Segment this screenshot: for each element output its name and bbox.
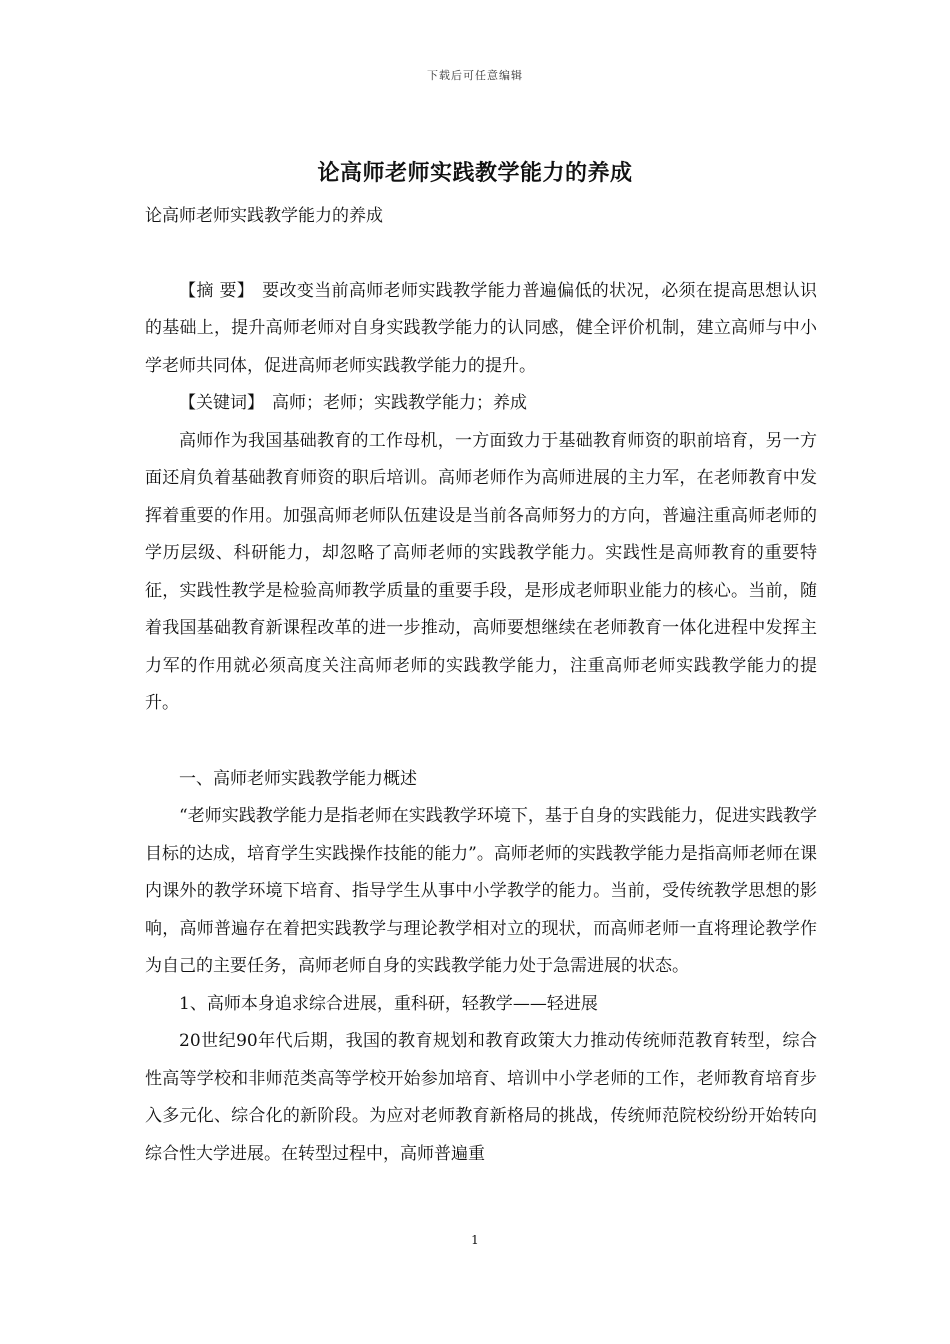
document-subtitle: 论高师老师实践教学能力的养成: [145, 206, 383, 226]
blank-line: [145, 236, 817, 273]
subsection-paragraph: 20世纪90年代后期，我国的教育规划和教育政策大力推动传统师范教育转型，综合性高等学校和非师范类高等学校开始参加培育、培训中小学老师的工作，老师教育培育步入多元化、综合化的新阶段。为应对老师教育新格局的挑战，传统师范院校纷纷开始转向综合性大学进展。在转型过程中，高师普遍重: [145, 1031, 817, 1164]
abstract-label: 【摘 要】: [179, 280, 255, 301]
document-body: [145, 198, 817, 1173]
section-heading: 一、高师老师实践教学能力概述: [179, 768, 417, 789]
blank-line: [145, 723, 817, 761]
keywords-text: 高师；老师；实践教学能力；养成: [272, 393, 527, 413]
section-paragraph: “老师实践教学能力是指老师在实践教学环境下，基于自身的实践能力，促进实践教学目标的达成，培育学生实践操作技能的能力”。高师老师的实践教学能力是指高师老师在课内课外的教学环境下培育、指导学生从事中小学教学的能力。当前，受传统教学思想的影响，高师普遍存在着把实践教学与理论教学相对立的现状，而高师老师一直将理论教学作为自己的主要任务，高师老师自身的实践教学能力处于急需进展的状态。: [145, 806, 817, 976]
page-number: 1: [471, 1233, 479, 1247]
abstract-text: 要改变当前高师老师实践教学能力普遍偏低的状况，必须在提高思想认识的基础上，提升高师老师对自身实践教学能力的认同感，健全评价机制，建立高师与中小学老师共同体，促进高师老师实践教学能力的提升。: [145, 280, 817, 376]
intro-paragraph: 高师作为我国基础教育的工作母机，一方面致力于基础教育师资的职前培育，另一方面还肩负着基础教育师资的职后培训。高师老师作为高师进展的主力军，在老师教育中发挥着重要的作用。加强高师老师队伍建设是当前各高师努力的方向，普遍注重高师老师的学历层级、科研能力，却忽略了高师老师的实践教学能力。实践性是高师教育的重要特征，实践性教学是检验高师教学质量的重要手段，是形成老师职业能力的核心。当前，随着我国基础教育新课程改革的进一步推动，高师要想继续在老师教育一体化进程中发挥主力军的作用就必须高度关注高师老师的实践教学能力，注重高师老师实践教学能力的提升。: [145, 430, 817, 713]
abstract-paragraph: [145, 273, 817, 386]
page-header-note: 下载后可任意编辑: [427, 69, 523, 82]
subsection-heading: 1、高师本身追求综合进展，重科研，轻教学——轻进展: [179, 993, 598, 1014]
keywords-label: 【关键词】: [179, 393, 264, 413]
keywords-paragraph: [145, 385, 817, 423]
document-title: 论高师老师实践教学能力的养成: [317, 160, 633, 186]
